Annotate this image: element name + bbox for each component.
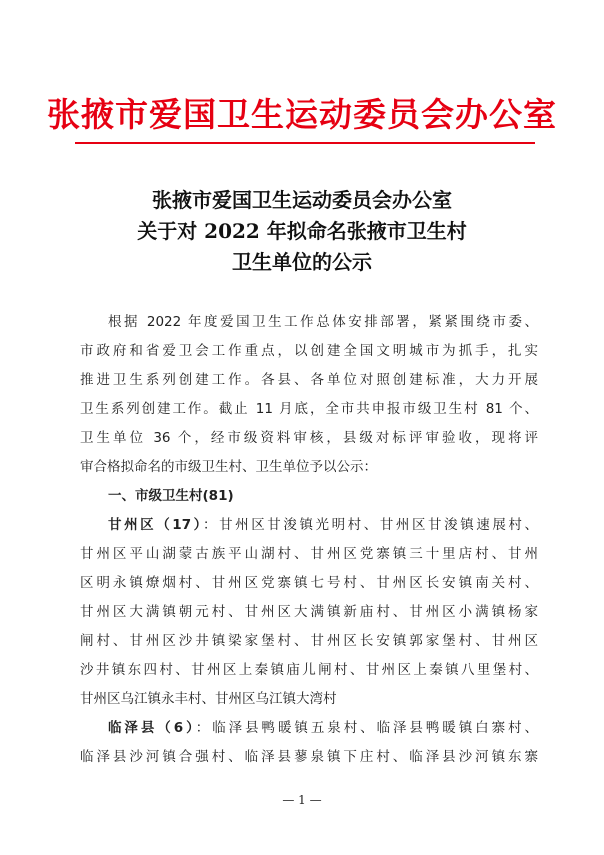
linze-first-text: ：临泽县鸭暖镇五泉村、临泽县鸭暖镇白寨村、 [195,720,538,736]
intro-line-2: 市政府和省爱卫会工作重点，以创建全国文明城市为抓手，扎实 [80,343,538,359]
ganzhou-line-6: 沙井镇东四村、甘州区上秦镇庙儿闸村、甘州区上秦镇八里堡村、 [80,662,538,678]
intro-line-1: 根据 2022 年度爱国卫生工作总体安排部署，紧紧围绕市委、 [108,314,538,330]
ganzhou-line-3: 区明永镇燎烟村、甘州区党寨镇七号村、甘州区长安镇南关村、 [80,575,538,591]
ganzhou-line-4: 甘州区大满镇朝元村、甘州区大满镇新庙村、甘州区小满镇杨家 [80,604,538,620]
intro-line-4: 卫生系列创建工作。截止 11 月底，全市共申报市级卫生村 81 个、 [80,401,538,417]
page-number: — 1 — [282,793,322,807]
section-heading-city-villages: 一、市级卫生村(81) [108,488,234,504]
intro-line-5: 卫生单位 36 个，经市级资料审核，县级对标评审验收，现将评 [80,430,538,446]
issuing-org-header: 张掖市爱国卫生运动委员会办公室 [47,95,557,134]
title-line-2: 关于对 2022 年拟命名张掖市卫生村 [137,219,467,243]
document-body [80,308,538,772]
ganzhou-first-text: ：甘州区甘浚镇光明村、甘州区甘浚镇速展村、 [203,517,539,533]
ganzhou-line-1 [80,511,538,540]
intro-line-3: 推进卫生系列创建工作。各县、各单位对照创建标准，大力开展 [80,372,538,388]
linze-line-1 [80,714,538,743]
ganzhou-line-5: 闸村、甘州区沙井镇梁家堡村、甘州区长安镇郭家堡村、甘州区 [80,633,538,649]
intro-line-6: 审合格拟命名的市级卫生村、卫生单位予以公示： [80,459,377,475]
linze-label: 临泽县（6） [108,720,196,736]
ganzhou-label: 甘州区（17） [108,517,203,533]
title-line-1: 张掖市爱国卫生运动委员会办公室 [152,188,452,212]
document-title [0,185,604,278]
ganzhou-line-7: 甘州区乌江镇永丰村、甘州区乌江镇大湾村 [80,691,337,707]
red-header-rule [75,142,535,144]
linze-line-2: 临泽县沙河镇合强村、临泽县蓼泉镇下庄村、临泽县沙河镇东寨 [80,749,538,765]
ganzhou-line-2: 甘州区平山湖蒙古族平山湖村、甘州区党寨镇三十里店村、甘州 [80,546,538,562]
title-line-3: 卫生单位的公示 [232,250,372,274]
